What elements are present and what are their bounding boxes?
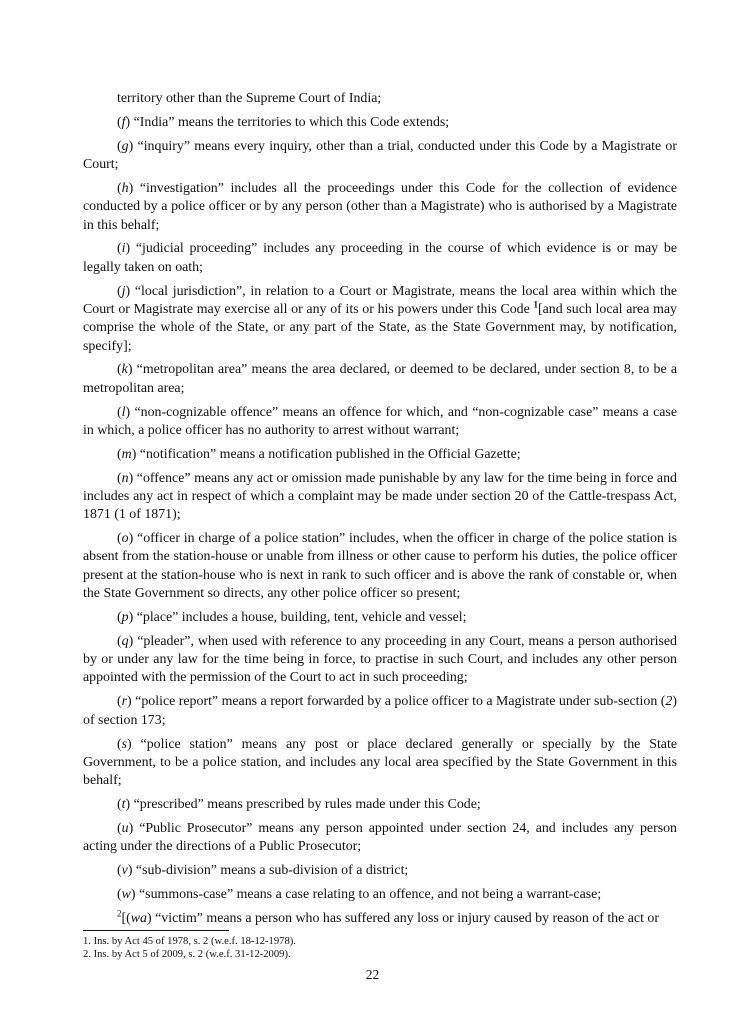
paragraph-continuation <box>83 90 677 108</box>
clause-q <box>83 633 677 688</box>
clause-close: ) <box>127 694 132 710</box>
clause-marker: l <box>121 404 126 420</box>
clause-open: ( <box>117 180 122 196</box>
clause-text: “inquiry” means every inquiry, other than a trial, conducted under this Code by a Magistrate or Court; <box>83 138 677 173</box>
clause-l <box>83 404 677 441</box>
clause-j <box>83 283 677 356</box>
footnote-ref: 1 <box>533 299 538 310</box>
clause-text: “summons-case” means a case relating to an offence, and not being a warrant-case; <box>135 886 602 902</box>
clause-text: “local jurisdiction”, in relation to a Court or Magistrate, means the local area within which the Court or Magistrate may exercise all or any of its or his powers under this Code <box>83 283 677 317</box>
clause-text: “sub-division” means a sub-division of a district; <box>132 863 409 879</box>
page-number: 22 <box>365 967 380 982</box>
footnotes <box>83 935 677 962</box>
footnote-ref: 2 <box>117 908 122 919</box>
clause-text: “police report” means a report forwarded by a police officer to a Magistrate under sub-section ( <box>131 694 666 710</box>
clause-text: “non-cognizable offence” means an offence for which, and “non-cognizable case” means a case in which, a police officer has no authority to arrest without warrant; <box>83 404 677 438</box>
clause-marker: m <box>121 446 132 462</box>
subsection-number: 2 <box>665 694 673 710</box>
clause-text: “prescribed” means prescribed by rules made under this Code; <box>130 797 481 812</box>
clause-text: “offence” means any act or omission made punishable by any law for the time being in force and includes any act in respect of which a complaint may be made under section 20 of the Cattle-trespass Act, 1871 (1 of 1871); <box>83 470 677 523</box>
clause-m <box>83 446 677 464</box>
clause-close: ) <box>128 820 134 836</box>
clause-u <box>83 820 677 857</box>
footnote-divider <box>83 930 229 931</box>
footnote-2: 2. Ins. by Act 5 of 2009, s. 2 (w.e.f. 31-12-2009). <box>83 949 291 961</box>
clause-open: ( <box>117 609 122 625</box>
clause-open: [( <box>121 910 131 926</box>
clause-h <box>83 180 677 235</box>
clause-w <box>83 886 677 904</box>
clause-open: ( <box>117 138 122 154</box>
clause-open: ( <box>117 283 122 299</box>
clause-marker: g <box>121 138 129 154</box>
clause-text: “judicial proceeding” includes any proceeding in the course of which evidence is or may be legally taken on oath; <box>83 241 677 275</box>
clause-close: ) <box>125 241 131 257</box>
clause-close: ) <box>128 609 134 625</box>
clause-close: ) <box>125 283 131 299</box>
clause-close: ) <box>130 886 136 902</box>
clause-marker: h <box>121 180 129 196</box>
clause-marker: i <box>121 241 126 257</box>
clause-open: ( <box>117 241 122 257</box>
clause-open: ( <box>117 863 122 879</box>
clause-open: ( <box>117 820 122 836</box>
clause-open: ( <box>117 736 122 752</box>
clause-text-after: ) of section 173; <box>83 694 677 728</box>
clause-text: “Public Prosecutor” means any person appointed under section 24, and includes any person acting under the directions of a Public Prosecutor; <box>83 820 677 855</box>
clause-marker: u <box>121 820 129 836</box>
clause-close: ) <box>128 531 134 547</box>
clause-close: ) <box>125 797 131 812</box>
clause-text: “place” includes a house, building, tent, vehicle and vessel; <box>133 609 467 625</box>
clause-open: ( <box>117 694 122 710</box>
clause-text: “police station” means any post or place declared generally or specially by the State Government, to be a police station, and includes any local area specified by the State Government in this behalf; <box>83 736 677 789</box>
clause-marker: r <box>121 694 128 710</box>
clause-close: ) <box>127 362 133 378</box>
clause-t <box>83 796 677 814</box>
body-text <box>83 90 677 934</box>
clause-open: ( <box>117 797 122 812</box>
clause-r <box>83 693 677 730</box>
clause-close: ) <box>127 736 132 752</box>
clause-marker: f <box>121 114 126 130</box>
clause-marker: n <box>121 470 129 486</box>
clause-text: “metropolitan area” means the area declared, or deemed to be declared, under section 8, to be a metropolitan area; <box>83 362 677 396</box>
clause-text: “pleader”, when used with reference to any proceeding in any Court, means a person authorised by or under any law for the time being in force, to practise in such Court, and includes any other person appointed with the permission of the Court to act in such proceeding; <box>83 633 677 686</box>
clause-marker: j <box>121 283 126 299</box>
clause-n <box>83 470 677 525</box>
clause-close: ) <box>128 470 134 486</box>
clause-close: ) <box>128 138 134 154</box>
footnote-1: 1. Ins. by Act 45 of 1978, s. 2 (w.e.f. 18-12-1978). <box>83 936 296 947</box>
clause-v <box>83 862 677 880</box>
clause-g <box>83 138 677 175</box>
clause-s <box>83 736 677 791</box>
clause-marker: w <box>121 886 131 902</box>
clause-k <box>83 361 677 398</box>
clause-p <box>83 609 677 627</box>
clause-close: ) <box>125 404 131 420</box>
clause-text: “investigation” includes all the proceedings under this Code for the collection of evidence conducted by a police officer or by any person (other than a Magistrate) who is authorised by a Magistrate in this behalf; <box>83 180 677 233</box>
clause-text: “victim” means a person who has suffered any loss or injury caused by reason of the act or <box>151 910 659 926</box>
clause-close: ) <box>128 633 134 649</box>
clause-text-after: [and such local area may comprise the whole of the State, or any part of the State, as the State Government may, by notification, specify]; <box>83 301 677 354</box>
clause-marker: v <box>121 863 128 879</box>
paragraph-text: territory other than the Supreme Court of India; <box>117 91 382 106</box>
clause-close: ) <box>146 910 152 926</box>
clause-open: ( <box>117 114 122 130</box>
clause-text: “officer in charge of a police station” includes, when the officer in charge of the police station is absent from the station-house or unable from illness or other cause to perform his duties, the police officer present at the station-house who is next in rank to such officer and is above the rank of constable or, when the State Government so directs, any other police officer so present; <box>83 531 677 602</box>
clause-marker: q <box>121 633 129 649</box>
clause-open: ( <box>117 531 122 547</box>
clause-marker: o <box>121 531 129 547</box>
clause-open: ( <box>117 446 122 462</box>
clause-close: ) <box>128 180 134 196</box>
clause-open: ( <box>117 404 122 420</box>
clause-marker: p <box>121 609 129 625</box>
clause-text: “India” means the territories to which this Code extends; <box>130 114 450 130</box>
clause-open: ( <box>117 362 122 378</box>
clause-i <box>83 240 677 277</box>
clause-wa <box>83 910 677 928</box>
clause-close: ) <box>131 446 137 462</box>
clause-marker: t <box>121 797 126 812</box>
clause-open: ( <box>117 470 122 486</box>
clause-open: ( <box>117 633 122 649</box>
clause-marker: k <box>121 362 128 378</box>
clause-f <box>83 114 677 132</box>
clause-open: ( <box>117 886 122 902</box>
clause-close: ) <box>127 863 133 879</box>
clause-close: ) <box>125 114 131 130</box>
clause-text: “notification” means a notification published in the Official Gazette; <box>136 446 521 462</box>
clause-marker: s <box>121 736 128 752</box>
clause-o <box>83 530 677 603</box>
clause-marker: wa <box>130 910 147 926</box>
